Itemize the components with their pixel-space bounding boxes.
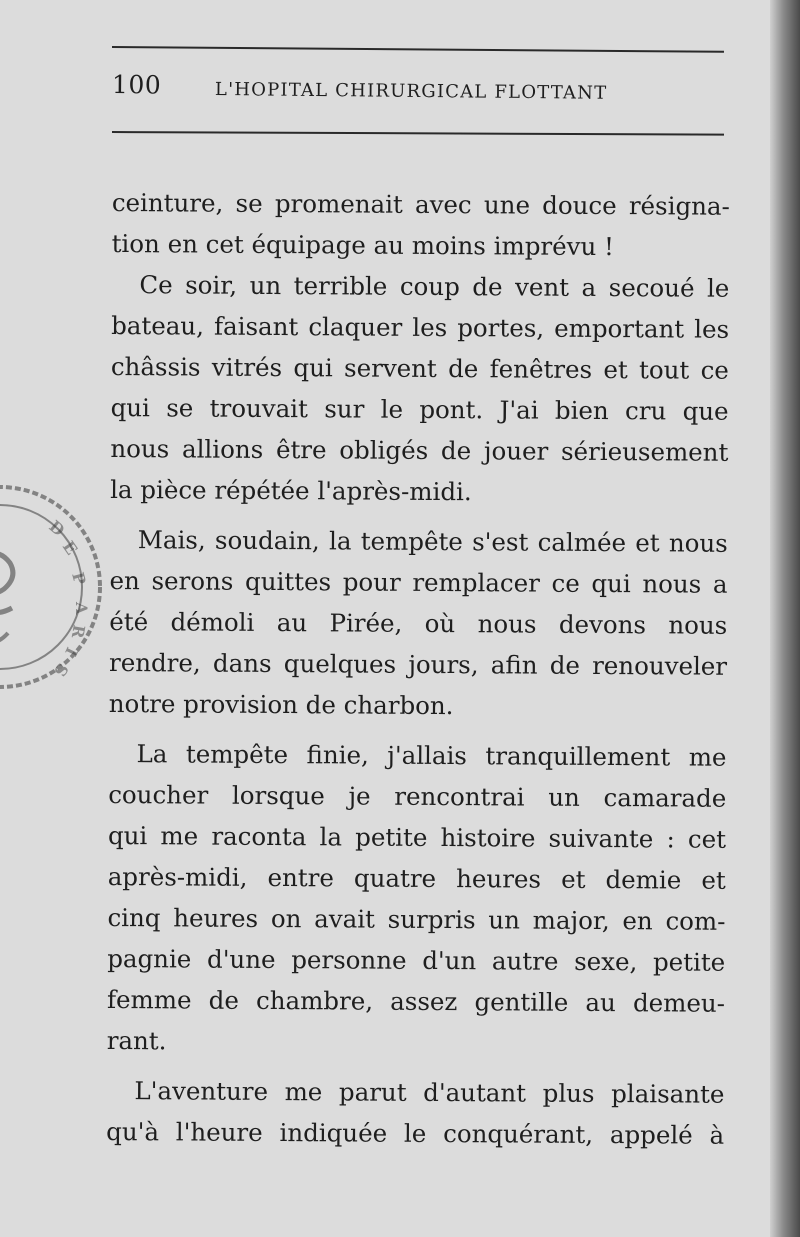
library-stamp-icon (0, 462, 110, 712)
svg-text:D: D (45, 516, 69, 540)
text-line: la pièce répétée l'après-midi. (110, 474, 472, 507)
book-gutter-shadow (770, 0, 800, 1237)
text-line: été démoli au Pirée, où nous devons nous (109, 606, 728, 640)
text-line: L'aventure me parut d'autant plus plaisante (134, 1076, 725, 1109)
svg-text:R: R (67, 623, 89, 640)
page-header (112, 66, 724, 112)
paragraph (106, 1070, 724, 1156)
text-line: rendre, dans quelques jours, afin de renouveler (108, 647, 728, 681)
paragraph (110, 264, 729, 514)
header-bottom-rule (112, 131, 724, 136)
svg-text:S: S (50, 659, 73, 681)
svg-text:I: I (61, 644, 82, 660)
text-line: bateau, faisant claquer les portes, emportant les (111, 310, 730, 344)
text-line: Mais, soudain, la tempête s'est calmée et nous (137, 525, 728, 558)
text-line: cinq heures on avait surpris un major, en com- (107, 902, 726, 936)
text-line: Ce soir, un terrible coup de vent a secoué le (139, 270, 730, 303)
text-line: qui me raconta la petite histoire suivante : cet (107, 820, 727, 854)
text-line: qui se trouvait sur le pont. J'ai bien cru que (110, 392, 729, 426)
svg-text:A: A (72, 602, 91, 615)
running-head: L'HOPITAL CHIRURGICAL FLOTTANT (214, 78, 608, 104)
text-line: rant. (106, 1025, 167, 1056)
text-line: châssis vitrés qui servent de fenêtres et tout ce (110, 351, 729, 385)
svg-text:P: P (68, 570, 90, 587)
text-line: ceinture, se promenait avec une douce résigna- (111, 187, 730, 221)
header-top-rule (112, 46, 724, 53)
text-line: La tempête finie, j'allais tranquillement me (136, 739, 727, 772)
text-line: notre provision de charbon. (108, 688, 454, 721)
svg-text:E: E (58, 537, 82, 559)
text-line: en serons quittes pour remplacer ce qui nous a (109, 565, 728, 599)
text-line: qu'à l'heure indiquée le conquérant, appelé à (106, 1116, 725, 1150)
text-line: tion en cet équipage au moins imprévu ! (111, 228, 615, 262)
text-line: après-midi, entre quatre heures et demie et (107, 861, 726, 895)
text-line: nous allions être obligés de jouer sérieusement (110, 433, 729, 467)
text-line: coucher lorsque je rencontrai un camarade (108, 779, 727, 813)
page-number: 100 (111, 70, 162, 100)
text-line: pagnie d'une personne d'un autre sexe, petite (107, 943, 726, 977)
paragraph (107, 733, 727, 1065)
text-line: femme de chambre, assez gentille au demeu- (106, 984, 726, 1018)
paragraph (109, 519, 728, 728)
paragraph (111, 182, 729, 268)
body-text (106, 182, 730, 1156)
